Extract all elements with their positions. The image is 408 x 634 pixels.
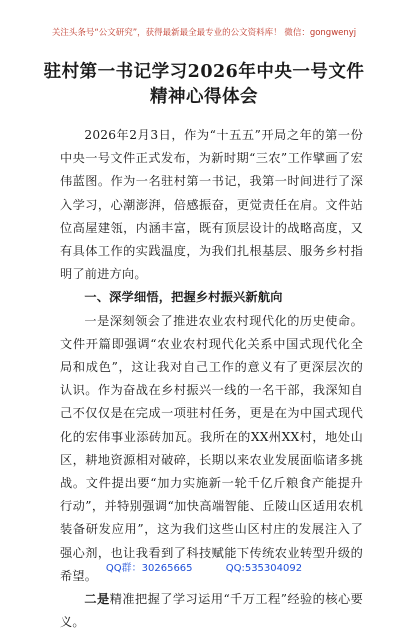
- title-line-2: 精神心得体会: [150, 87, 258, 107]
- footer-qq-group: QQ群：30265665: [105, 563, 193, 574]
- paragraph-2-text: 精准把握了学习运用“千万工程”经验的核心要义。: [60, 592, 363, 630]
- document-title: [0, 60, 408, 110]
- paragraph-1: 一是深刻领会了推进农业农村现代化的历史使命。文件开篇即强调“农业农村现代化关系中国式现代化全局和成色”，这让我对自己工作的意义有了更深层次的认识。作为奋战在乡村振兴一线的一名干部，我深知自己不仅仅是在完成一项驻村任务，更是在为中国式现代化的宏伟事业添砖加瓦。我所在的XX州XX村，地处山区，耕地资源相对破碎，长期以来农业发展面临诸多挑战。文件提出要“加力实施新一轮千亿斤粮食产能提升行动”，并特别强调“加快高端智能、丘陵山区适用农机装备研发应用”，这为我们这些山区村庄的发展注入了强心剂，也让我看到了科技赋能下传统农业转型升级的希望。: [60, 313, 363, 583]
- paragraph-2: [60, 588, 363, 634]
- section-heading: 一、深学细悟，把握乡村振兴新航向: [84, 290, 283, 305]
- document-body: [60, 124, 363, 634]
- footer-contact: [0, 559, 408, 574]
- title-line-1: 驻村第一书记学习2026年中央一号文件: [43, 62, 365, 82]
- footer-qq: QQ:535304092: [225, 563, 303, 574]
- intro-paragraph: 2026年2月3日，作为“十五五”开局之年的第一份中央一号文件正式发布，为新时期“三农”工作擘画了宏伟蓝图。作为一名驻村第一书记，我第一时间进行了深入学习，心潮澎湃，倍感振奋，更觉责任在肩。文件站位高屋建瓴，内涵丰富，既有顶层设计的战略高度，又有具体工作的实践温度，为我们扎根基层、服务乡村指明了前进方向。: [60, 128, 363, 282]
- header-banner: 关注头条号“公文研究”，获得最新最全最专业的公文资料库！ 微信：gongwenyj: [51, 28, 357, 38]
- paragraph-2-lead: 二是: [84, 592, 110, 607]
